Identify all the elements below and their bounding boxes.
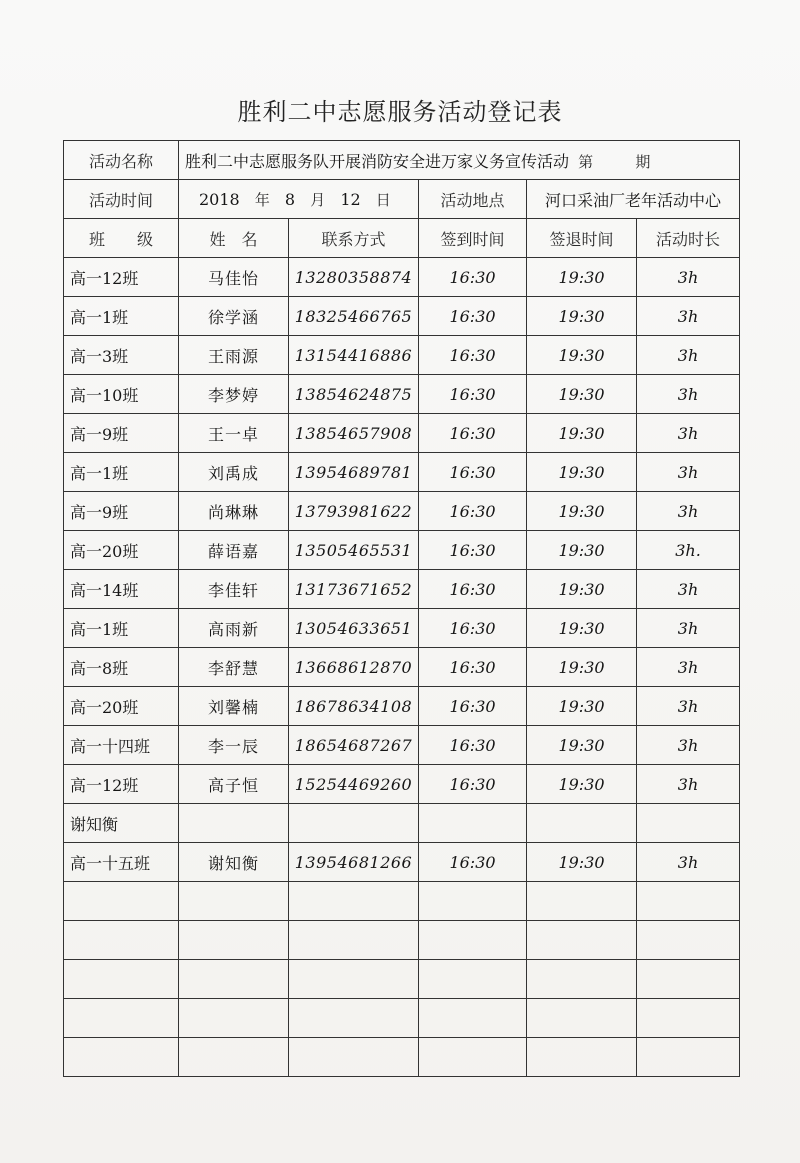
date-day: 12: [340, 189, 361, 209]
header-signin: 签到时间: [419, 219, 527, 258]
table-row: [64, 492, 740, 531]
class-cell[interactable]: 高一20班: [64, 531, 179, 570]
signin-cell[interactable]: 16:30: [419, 843, 527, 882]
header-class: 班 级: [64, 219, 179, 258]
signin-cell[interactable]: 16:30: [419, 687, 527, 726]
table-row: [64, 804, 740, 843]
phone-cell[interactable]: 13154416886: [289, 336, 419, 375]
duration-cell[interactable]: [637, 921, 740, 960]
name-cell[interactable]: 李一辰: [179, 726, 289, 765]
table-row: [64, 609, 740, 648]
signin-cell[interactable]: 16:30: [419, 570, 527, 609]
class-cell[interactable]: 高一10班: [64, 375, 179, 414]
table-row: [64, 258, 740, 297]
duration-cell[interactable]: 3h: [637, 297, 740, 336]
class-cell[interactable]: 高一14班: [64, 570, 179, 609]
signin-cell[interactable]: 16:30: [419, 531, 527, 570]
table-row: [64, 765, 740, 804]
name-cell[interactable]: 李佳轩: [179, 570, 289, 609]
issue-di-label: 第: [578, 152, 594, 171]
month-label: 月: [310, 190, 326, 209]
signin-cell[interactable]: [419, 882, 527, 921]
name-cell[interactable]: 薛语嘉: [179, 531, 289, 570]
table-row: [64, 960, 740, 999]
class-cell[interactable]: 高一9班: [64, 414, 179, 453]
class-cell[interactable]: [64, 960, 179, 999]
signin-cell[interactable]: [419, 1038, 527, 1077]
activity-name-value[interactable]: [179, 141, 740, 180]
phone-cell[interactable]: 13668612870: [289, 648, 419, 687]
class-cell[interactable]: 高一1班: [64, 297, 179, 336]
day-label: 日: [375, 190, 391, 209]
class-cell[interactable]: [64, 1038, 179, 1077]
name-cell[interactable]: [179, 882, 289, 921]
name-cell[interactable]: [179, 1038, 289, 1077]
class-cell[interactable]: 高一1班: [64, 609, 179, 648]
signout-cell[interactable]: [527, 882, 637, 921]
phone-cell[interactable]: 13954689781: [289, 453, 419, 492]
issue-qi-label: 期: [635, 152, 651, 171]
name-cell[interactable]: 刘禹成: [179, 453, 289, 492]
signout-cell[interactable]: [527, 1038, 637, 1077]
table-row: [64, 726, 740, 765]
phone-cell[interactable]: 15254469260: [289, 765, 419, 804]
phone-cell[interactable]: 18654687267: [289, 726, 419, 765]
phone-cell[interactable]: 13054633651: [289, 609, 419, 648]
class-cell[interactable]: 高一1班: [64, 453, 179, 492]
header-signout: 签退时间: [527, 219, 637, 258]
table-row: [64, 882, 740, 921]
signout-cell[interactable]: 19:30: [527, 531, 637, 570]
signout-cell[interactable]: [527, 960, 637, 999]
signout-cell[interactable]: 19:30: [527, 414, 637, 453]
activity-time-row: [64, 180, 740, 219]
signin-cell[interactable]: 16:30: [419, 726, 527, 765]
signout-cell[interactable]: 19:30: [527, 648, 637, 687]
date-month: 8: [284, 189, 296, 209]
phone-cell[interactable]: 13173671652: [289, 570, 419, 609]
signout-cell[interactable]: 19:30: [527, 297, 637, 336]
name-cell[interactable]: 马佳怡: [179, 258, 289, 297]
signin-cell[interactable]: [419, 804, 527, 843]
class-cell[interactable]: 高一十五班: [64, 843, 179, 882]
signout-cell[interactable]: [527, 999, 637, 1038]
phone-cell[interactable]: 13854657908: [289, 414, 419, 453]
duration-cell[interactable]: 3h: [637, 648, 740, 687]
column-header-row: [64, 219, 740, 258]
duration-cell[interactable]: 3h: [637, 726, 740, 765]
signout-cell[interactable]: 19:30: [527, 258, 637, 297]
name-cell[interactable]: 高子恒: [179, 765, 289, 804]
signin-cell[interactable]: [419, 960, 527, 999]
activity-name-label: 活动名称: [64, 141, 179, 180]
duration-cell[interactable]: 3h: [637, 375, 740, 414]
class-cell[interactable]: [64, 882, 179, 921]
class-cell[interactable]: [64, 921, 179, 960]
header-duration: 活动时长: [637, 219, 740, 258]
name-cell[interactable]: 尚琳琳: [179, 492, 289, 531]
signout-cell[interactable]: 19:30: [527, 453, 637, 492]
class-cell[interactable]: 高一12班: [64, 258, 179, 297]
class-cell[interactable]: 高一12班: [64, 765, 179, 804]
duration-cell[interactable]: 3h: [637, 570, 740, 609]
duration-cell[interactable]: 3h: [637, 609, 740, 648]
activity-name-text: 胜利二中志愿服务队开展消防安全进万家义务宣传活动: [185, 151, 570, 171]
phone-cell[interactable]: 13954681266: [289, 843, 419, 882]
duration-cell[interactable]: [637, 960, 740, 999]
phone-cell[interactable]: 18325466765: [289, 297, 419, 336]
name-cell[interactable]: [179, 960, 289, 999]
table-row: [64, 648, 740, 687]
signin-cell[interactable]: 16:30: [419, 765, 527, 804]
signin-cell[interactable]: 16:30: [419, 414, 527, 453]
phone-cell[interactable]: [289, 804, 419, 843]
name-cell[interactable]: 刘馨楠: [179, 687, 289, 726]
table-row: [64, 570, 740, 609]
duration-cell[interactable]: [637, 999, 740, 1038]
year-label: 年: [254, 190, 270, 209]
registration-table: [63, 140, 740, 1077]
table-row: [64, 375, 740, 414]
phone-cell[interactable]: [289, 999, 419, 1038]
signout-cell[interactable]: 19:30: [527, 570, 637, 609]
duration-cell[interactable]: 3h: [637, 687, 740, 726]
name-cell[interactable]: 王一卓: [179, 414, 289, 453]
table-row: [64, 921, 740, 960]
duration-cell[interactable]: 3h: [637, 336, 740, 375]
header-contact: 联系方式: [289, 219, 419, 258]
signout-cell[interactable]: 19:30: [527, 375, 637, 414]
table-row: [64, 336, 740, 375]
signout-cell[interactable]: 19:30: [527, 609, 637, 648]
signout-cell[interactable]: [527, 921, 637, 960]
phone-cell[interactable]: [289, 882, 419, 921]
signout-cell[interactable]: 19:30: [527, 492, 637, 531]
phone-cell[interactable]: 13505465531: [289, 531, 419, 570]
table-row: [64, 414, 740, 453]
duration-cell[interactable]: 3h.: [637, 531, 740, 570]
signin-cell[interactable]: 16:30: [419, 258, 527, 297]
form-title: 胜利二中志愿服务活动登记表: [237, 98, 563, 126]
class-cell[interactable]: [64, 999, 179, 1038]
activity-date-value[interactable]: [179, 180, 419, 219]
duration-cell[interactable]: [637, 804, 740, 843]
name-cell[interactable]: 李舒慧: [179, 648, 289, 687]
signout-cell[interactable]: 19:30: [527, 765, 637, 804]
table-row: [64, 687, 740, 726]
table-row: [64, 843, 740, 882]
signin-cell[interactable]: [419, 921, 527, 960]
activity-place-value[interactable]: 河口采油厂老年活动中心: [527, 180, 740, 219]
class-cell[interactable]: 高一3班: [64, 336, 179, 375]
phone-cell[interactable]: 13854624875: [289, 375, 419, 414]
table-row: [64, 999, 740, 1038]
duration-cell[interactable]: 3h: [637, 843, 740, 882]
table-row: [64, 297, 740, 336]
date-year: 2018: [199, 189, 240, 209]
name-cell[interactable]: [179, 804, 289, 843]
signout-cell[interactable]: 19:30: [527, 336, 637, 375]
duration-cell[interactable]: 3h: [637, 453, 740, 492]
table-row: [64, 531, 740, 570]
activity-time-label: 活动时间: [64, 180, 179, 219]
phone-cell[interactable]: [289, 960, 419, 999]
header-name: 姓 名: [179, 219, 289, 258]
signout-cell[interactable]: [527, 804, 637, 843]
duration-cell[interactable]: [637, 882, 740, 921]
name-cell[interactable]: 李梦婷: [179, 375, 289, 414]
name-cell[interactable]: 谢知衡: [179, 843, 289, 882]
signin-cell[interactable]: 16:30: [419, 492, 527, 531]
phone-cell[interactable]: 13280358874: [289, 258, 419, 297]
signin-cell[interactable]: 16:30: [419, 297, 527, 336]
name-cell[interactable]: 高雨新: [179, 609, 289, 648]
duration-cell[interactable]: 3h: [637, 414, 740, 453]
phone-cell[interactable]: 13793981622: [289, 492, 419, 531]
class-cell[interactable]: 谢知衡: [64, 804, 179, 843]
duration-cell[interactable]: 3h: [637, 492, 740, 531]
signout-cell[interactable]: 19:30: [527, 843, 637, 882]
name-cell[interactable]: 王雨源: [179, 336, 289, 375]
activity-place-label: 活动地点: [419, 180, 527, 219]
class-cell[interactable]: 高一20班: [64, 687, 179, 726]
class-cell[interactable]: 高一8班: [64, 648, 179, 687]
signin-cell[interactable]: 16:30: [419, 453, 527, 492]
name-cell[interactable]: [179, 999, 289, 1038]
class-cell[interactable]: 高一9班: [64, 492, 179, 531]
activity-name-row: [64, 141, 740, 180]
duration-cell[interactable]: 3h: [637, 258, 740, 297]
class-cell[interactable]: 高一十四班: [64, 726, 179, 765]
duration-cell[interactable]: 3h: [637, 765, 740, 804]
table-row: [64, 453, 740, 492]
table-row: [64, 1038, 740, 1077]
name-cell[interactable]: [179, 921, 289, 960]
duration-cell[interactable]: [637, 1038, 740, 1077]
signin-cell[interactable]: 16:30: [419, 336, 527, 375]
signout-cell[interactable]: 19:30: [527, 687, 637, 726]
signin-cell[interactable]: 16:30: [419, 375, 527, 414]
signin-cell[interactable]: [419, 999, 527, 1038]
name-cell[interactable]: 徐学涵: [179, 297, 289, 336]
signin-cell[interactable]: 16:30: [419, 648, 527, 687]
phone-cell[interactable]: 18678634108: [289, 687, 419, 726]
signout-cell[interactable]: 19:30: [527, 726, 637, 765]
signin-cell[interactable]: 16:30: [419, 609, 527, 648]
phone-cell[interactable]: [289, 1038, 419, 1077]
phone-cell[interactable]: [289, 921, 419, 960]
